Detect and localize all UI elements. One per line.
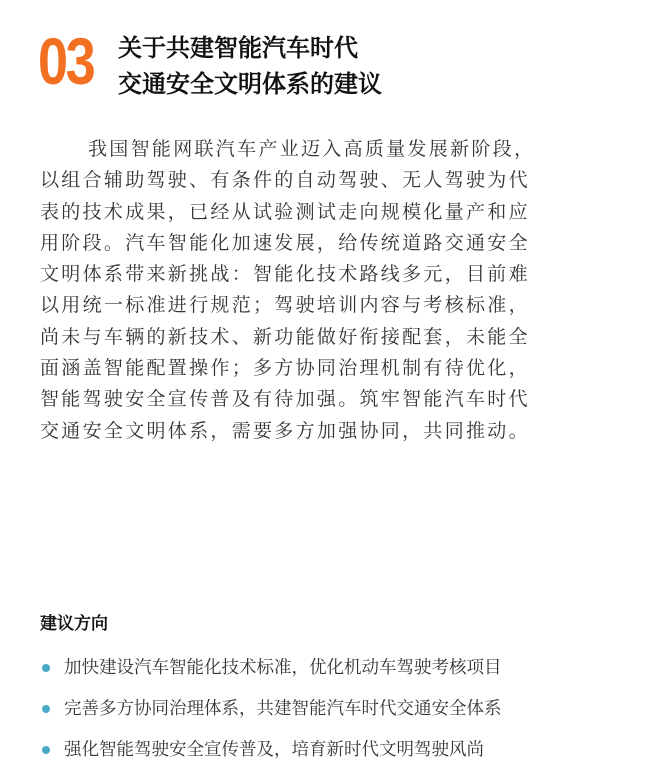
suggestions-heading: 建议方向	[40, 614, 108, 634]
list-item-text: 加快建设汽车智能化技术标准，优化机动车驾驶考核项目	[64, 658, 502, 678]
section-title-line-2: 交通安全文明体系的建议	[118, 70, 382, 98]
section-title-line-1: 关于共建智能汽车时代	[118, 34, 358, 62]
bullet-dot-icon	[42, 746, 50, 754]
body-line: 以组合辅助驾驶、有条件的自动驾驶、无人驾驶为代	[40, 169, 530, 192]
body-line: 智能驾驶安全宣传普及有待加强。筑牢智能汽车时代	[40, 388, 530, 411]
suggestions-list	[40, 653, 640, 776]
list-item	[40, 653, 640, 694]
list-item-text: 完善多方协同治理体系，共建智能汽车时代交通安全体系	[64, 699, 502, 719]
body-line: 以用统一标准进行规范；驾驶培训内容与考核标准，	[40, 294, 530, 317]
body-paragraph	[40, 134, 636, 447]
section-number: 03	[38, 24, 94, 98]
body-line: 表的技术成果，已经从试验测试走向规模化量产和应	[40, 200, 530, 223]
bullet-dot-icon	[42, 664, 50, 672]
list-item	[40, 735, 640, 776]
body-line: 尚未与车辆的新技术、新功能做好衔接配套，未能全	[40, 325, 530, 348]
body-line: 用阶段。汽车智能化加速发展，给传统道路交通安全	[40, 231, 530, 254]
section-header	[38, 24, 638, 100]
body-line: 面涵盖智能配置操作；多方协同治理机制有待优化，	[40, 357, 530, 380]
bullet-dot-icon	[42, 705, 50, 713]
body-line: 文明体系带来新挑战：智能化技术路线多元，目前难	[40, 263, 530, 286]
list-item	[40, 694, 640, 735]
section-title	[118, 30, 382, 102]
list-item-text: 强化智能驾驶安全宣传普及，培育新时代文明驾驶风尚	[64, 740, 484, 760]
body-line: 我国智能网联汽车产业迈入高质量发展新阶段，	[88, 138, 536, 160]
body-line: 交通安全文明体系，需要多方加强协同，共同推动。	[40, 419, 530, 442]
